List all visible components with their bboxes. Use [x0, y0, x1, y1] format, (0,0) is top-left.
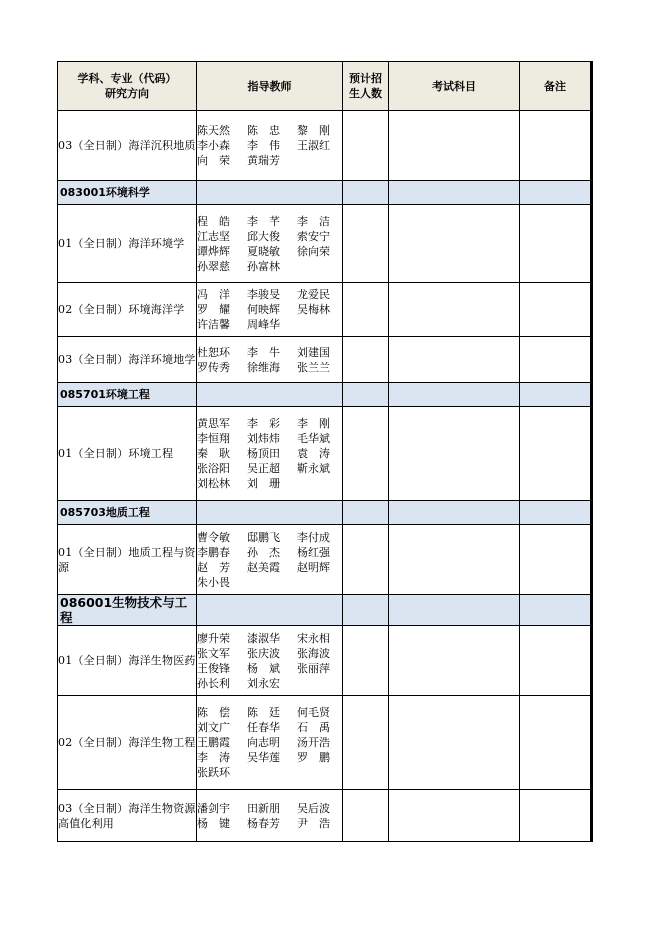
remarks-cell — [520, 790, 592, 842]
supervisor-name: 张兰兰 — [297, 360, 330, 374]
enrollment-table — [57, 61, 593, 842]
section-empty-cell — [520, 383, 592, 407]
supervisor-name: 尹 浩 — [297, 816, 330, 830]
table-body — [58, 111, 592, 842]
supervisor-names — [197, 801, 342, 831]
research-direction: 01（全日制）海洋生物医药 — [58, 626, 197, 696]
supervisor-name: 张海波 — [297, 646, 330, 660]
enrollment-count-cell — [343, 337, 389, 383]
direction-row — [58, 111, 592, 181]
supervisor-name: 曹令敏 — [197, 530, 230, 544]
supervisor-name: 李 刚 — [297, 417, 330, 430]
supervisor-names — [197, 214, 342, 274]
supervisor-name: 李小森 — [197, 139, 230, 152]
supervisor-name: 赵 芳 — [197, 560, 230, 574]
supervisor-name: 李鹏春 — [197, 545, 230, 559]
section-empty-cell — [343, 595, 389, 626]
direction-row — [58, 626, 592, 696]
supervisor-name: 朱小畏 — [197, 575, 230, 589]
supervisor-name: 吴华莲 — [247, 751, 280, 764]
supervisor-name: 向 荣 — [197, 154, 230, 167]
supervisor-name: 刘建国 — [297, 345, 330, 359]
header-supervisors: 指导教师 — [197, 62, 343, 111]
supervisor-name: 刘文广 — [197, 721, 230, 734]
section-empty-cell — [343, 383, 389, 407]
supervisor-name: 靳永斌 — [297, 462, 330, 475]
supervisor-name: 罗 耀 — [197, 303, 230, 316]
header-discipline-line2: 研究方向 — [105, 87, 149, 100]
header-exam-subjects: 考试科目 — [389, 62, 520, 111]
supervisor-name: 李 芊 — [247, 214, 280, 228]
direction-row — [58, 407, 592, 501]
supervisor-name: 黎 刚 — [297, 124, 330, 137]
remarks-cell — [520, 407, 592, 501]
supervisor-names — [197, 416, 342, 491]
section-empty-cell — [520, 501, 592, 525]
supervisor-name: 吴梅林 — [297, 303, 330, 316]
remarks-cell — [520, 283, 592, 337]
supervisor-name: 黄瑞芳 — [247, 154, 280, 167]
supervisor-names — [197, 705, 342, 780]
supervisor-name: 张文军 — [197, 646, 230, 660]
supervisor-name: 孙翠慈 — [197, 259, 230, 273]
research-direction: 01（全日制）海洋环境学 — [58, 205, 197, 283]
supervisor-name: 邱大俊 — [247, 229, 280, 243]
research-direction: 03（全日制）海洋生物资源高值化利用 — [58, 790, 197, 842]
enrollment-count-cell — [343, 205, 389, 283]
supervisor-name: 毛华斌 — [297, 432, 330, 445]
section-row — [58, 595, 592, 626]
direction-row — [58, 790, 592, 842]
remarks-cell — [520, 626, 592, 696]
section-empty-cell — [343, 181, 389, 205]
exam-subjects-cell — [389, 283, 520, 337]
section-empty-cell — [389, 501, 520, 525]
exam-subjects-cell — [389, 407, 520, 501]
supervisor-name: 潘剑宇 — [197, 801, 230, 815]
supervisor-names — [197, 345, 342, 375]
supervisor-list — [197, 525, 343, 595]
supervisor-name: 李骏旻 — [247, 288, 280, 301]
enrollment-count-cell — [343, 283, 389, 337]
supervisor-list — [197, 790, 343, 842]
supervisor-name: 孙富林 — [247, 259, 280, 273]
supervisor-name: 孙 杰 — [247, 545, 280, 559]
section-empty-cell — [389, 595, 520, 626]
supervisor-name: 陈 偿 — [197, 706, 230, 719]
supervisor-name: 龙爱民 — [297, 288, 330, 301]
supervisor-name: 王鹏霞 — [197, 736, 230, 749]
supervisor-name: 罗 鹏 — [297, 751, 330, 764]
supervisor-name: 李 牛 — [247, 345, 280, 359]
supervisor-name: 李付成 — [297, 530, 330, 544]
header-row — [58, 62, 592, 111]
supervisor-name: 吴后波 — [297, 801, 330, 815]
supervisor-name: 李 涛 — [197, 751, 230, 764]
supervisor-name: 赵明辉 — [297, 560, 330, 574]
direction-row — [58, 283, 592, 337]
section-empty-cell — [197, 181, 343, 205]
supervisor-name: 索安宁 — [297, 229, 330, 243]
research-direction: 01（全日制）地质工程与资源 — [58, 525, 197, 595]
supervisor-name: 漆淑华 — [247, 631, 280, 645]
supervisor-name: 李 伟 — [247, 139, 280, 152]
supervisor-name: 徐向荣 — [297, 244, 330, 258]
exam-subjects-cell — [389, 525, 520, 595]
enrollment-count-cell — [343, 111, 389, 181]
exam-subjects-cell — [389, 790, 520, 842]
direction-row — [58, 696, 592, 790]
supervisor-name: 刘炜炜 — [247, 432, 280, 445]
supervisor-name: 陈 廷 — [247, 706, 280, 719]
remarks-cell — [520, 111, 592, 181]
section-row — [58, 181, 592, 205]
enrollment-count-cell — [343, 626, 389, 696]
section-title: 083001环境科学 — [58, 181, 197, 205]
supervisor-name: 刘永宏 — [247, 676, 280, 690]
direction-row — [58, 525, 592, 595]
supervisor-name: 王俊锋 — [197, 661, 230, 675]
section-title: 085703地质工程 — [58, 501, 197, 525]
exam-subjects-cell — [389, 337, 520, 383]
supervisor-list — [197, 626, 343, 696]
supervisor-name: 许洁馨 — [197, 318, 230, 331]
section-empty-cell — [197, 595, 343, 626]
supervisor-name: 杨春芳 — [247, 816, 280, 830]
section-row — [58, 501, 592, 525]
supervisor-name: 谭烨辉 — [197, 244, 230, 258]
supervisor-name: 夏晓敏 — [247, 244, 280, 258]
supervisor-name: 刘 珊 — [247, 477, 280, 490]
supervisor-name: 杨红强 — [297, 545, 330, 559]
research-direction: 01（全日制）环境工程 — [58, 407, 197, 501]
supervisor-name: 陈 忠 — [247, 124, 280, 137]
supervisor-name: 张浴阳 — [197, 462, 230, 475]
supervisor-name: 任春华 — [247, 721, 280, 734]
supervisor-name: 向志明 — [247, 736, 280, 749]
supervisor-names — [197, 287, 342, 332]
supervisor-name: 李恒翔 — [197, 432, 230, 445]
supervisor-name: 罗传秀 — [197, 360, 230, 374]
section-empty-cell — [197, 383, 343, 407]
section-empty-cell — [197, 501, 343, 525]
section-title: 085701环境工程 — [58, 383, 197, 407]
header-enrollment-line2: 生人数 — [349, 87, 382, 100]
enrollment-count-cell — [343, 525, 389, 595]
research-direction: 03（全日制）海洋沉积地质 — [58, 111, 197, 181]
section-empty-cell — [520, 595, 592, 626]
supervisor-name: 徐维海 — [247, 360, 280, 374]
remarks-cell — [520, 525, 592, 595]
supervisor-name: 陈天然 — [197, 124, 230, 137]
supervisor-name: 杨顶田 — [247, 447, 280, 460]
supervisor-name: 孙长利 — [197, 676, 230, 690]
supervisor-name: 汤开浩 — [297, 736, 330, 749]
header-remarks: 备注 — [520, 62, 592, 111]
enrollment-count-cell — [343, 696, 389, 790]
supervisor-list — [197, 283, 343, 337]
supervisor-name: 杜恕环 — [197, 345, 230, 359]
supervisor-names — [197, 123, 342, 168]
supervisor-name: 田新朋 — [247, 801, 280, 815]
supervisor-names — [197, 530, 342, 590]
supervisor-name: 宋永相 — [297, 631, 330, 645]
supervisor-name: 廖升荣 — [197, 631, 230, 645]
supervisor-name: 邸鹏飞 — [247, 530, 280, 544]
remarks-cell — [520, 337, 592, 383]
remarks-cell — [520, 205, 592, 283]
supervisor-list — [197, 111, 343, 181]
supervisor-name: 程 皓 — [197, 214, 230, 228]
supervisor-name: 刘松林 — [197, 477, 230, 490]
supervisor-name: 何映辉 — [247, 303, 280, 316]
supervisor-name: 王淑红 — [297, 139, 330, 152]
header-discipline-line1: 学科、专业（代码） — [77, 72, 177, 85]
section-empty-cell — [389, 181, 520, 205]
supervisor-name: 黄思军 — [197, 417, 230, 430]
section-row — [58, 383, 592, 407]
enrollment-count-cell — [343, 790, 389, 842]
supervisor-name: 袁 涛 — [297, 447, 330, 460]
exam-subjects-cell — [389, 626, 520, 696]
supervisor-names — [197, 631, 342, 691]
header-discipline — [58, 62, 197, 111]
section-title: 086001生物技术与工程 — [58, 595, 197, 626]
exam-subjects-cell — [389, 205, 520, 283]
supervisor-name: 秦 耿 — [197, 447, 230, 460]
supervisor-name: 何毛贤 — [297, 706, 330, 719]
exam-subjects-cell — [389, 111, 520, 181]
research-direction: 02（全日制）环境海洋学 — [58, 283, 197, 337]
supervisor-list — [197, 205, 343, 283]
supervisor-name: 李 彩 — [247, 417, 280, 430]
enrollment-count-cell — [343, 407, 389, 501]
supervisor-list — [197, 407, 343, 501]
supervisor-name: 张庆波 — [247, 646, 280, 660]
exam-subjects-cell — [389, 696, 520, 790]
supervisor-name: 冯 洋 — [197, 288, 230, 301]
supervisor-list — [197, 696, 343, 790]
header-enrollment — [343, 62, 389, 111]
research-direction: 03（全日制）海洋环境地学 — [58, 337, 197, 383]
direction-row — [58, 337, 592, 383]
supervisor-name: 李 洁 — [297, 214, 330, 228]
direction-row — [58, 205, 592, 283]
header-enrollment-line1: 预计招 — [349, 72, 382, 85]
section-empty-cell — [389, 383, 520, 407]
supervisor-name: 吴正超 — [247, 462, 280, 475]
remarks-cell — [520, 696, 592, 790]
supervisor-name: 石 禹 — [297, 721, 330, 734]
supervisor-name: 赵美霞 — [247, 560, 280, 574]
supervisor-name: 周峰华 — [247, 318, 280, 331]
section-empty-cell — [343, 501, 389, 525]
supervisor-name: 杨 斌 — [247, 661, 280, 675]
supervisor-name: 张跃环 — [197, 766, 230, 779]
section-empty-cell — [520, 181, 592, 205]
supervisor-name: 张丽萍 — [297, 661, 330, 675]
supervisor-name: 江志坚 — [197, 229, 230, 243]
supervisor-list — [197, 337, 343, 383]
supervisor-name: 杨 键 — [197, 816, 230, 830]
research-direction: 02（全日制）海洋生物工程 — [58, 696, 197, 790]
